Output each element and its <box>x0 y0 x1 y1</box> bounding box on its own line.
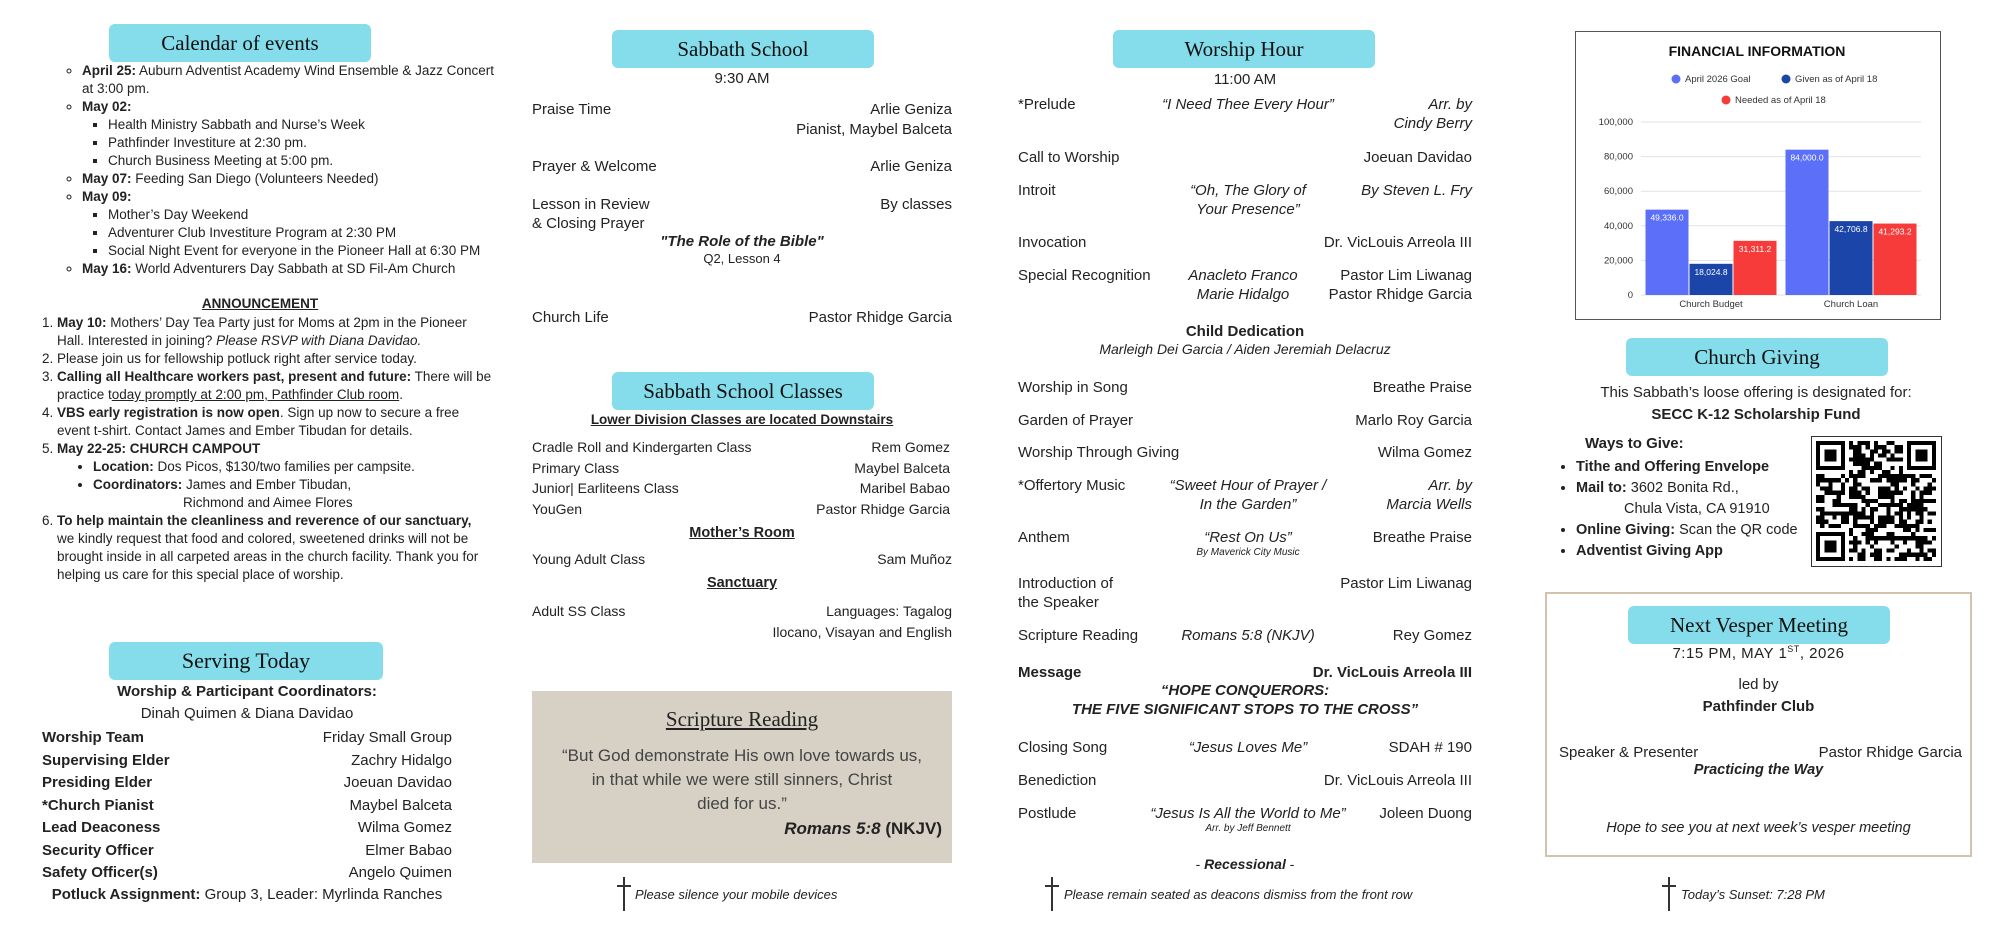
announcement-list <box>42 314 492 584</box>
way-to-give: • Tithe and Offering Envelope <box>1576 457 1850 478</box>
column-finance <box>1540 0 1980 944</box>
bar-data-label: 18,024.8 <box>1694 266 1728 277</box>
y-tick-label: 60,000 <box>1603 186 1633 198</box>
announcement-item: 3. Calling all Healthcare workers past, present and future: There will be practice today promptly at 2:00 pm, Pathfinder Club room. <box>57 368 492 404</box>
vesper-speaker-label: Speaker & Presenter <box>1559 744 1699 761</box>
calendar-title: Calendar of events <box>109 24 371 62</box>
chart-title: FINANCIAL INFORMATION <box>1668 43 1846 59</box>
announcement-item: 4. VBS early registration is now open. Sign up now to secure a free event t-shirt. Contact James and Ember Tibudan for details. <box>57 404 492 440</box>
chart-legend <box>1672 74 1878 106</box>
vesper-club: Pathfinder Club <box>1702 698 1815 715</box>
calendar-subitem: ▪ Church Business Meeting at 5:00 pm. <box>108 152 500 170</box>
y-tick-label: 20,000 <box>1603 255 1633 267</box>
y-tick-label: 80,000 <box>1603 151 1633 163</box>
way-to-give: • Mail to: 3602 Bonita Rd., Chula Vista, CA 91910 <box>1576 478 1850 520</box>
announcement-item: 5. May 22-25: CHURCH CAMPOUT • Location: Dos Picos, $130/two families per campsite. • Coordinators: James and Ember Tibudan, Richmond and Aimee Flores <box>57 440 492 512</box>
legend-label: April 2026 Goal <box>1685 74 1751 85</box>
potluck-assignment: Potluck Assignment: Group 3, Leader: Myrlinda Ranches <box>51 886 443 903</box>
lesson-title: "The Role of the Bible" <box>660 233 824 250</box>
scripture-line: “But God demonstrate His own love towards us, <box>562 746 922 765</box>
y-tick-label: 40,000 <box>1603 220 1633 232</box>
calendar-items <box>40 62 500 278</box>
worship-title: Worship Hour <box>1113 30 1375 68</box>
footer-silence-devices: Please silence your mobile devices <box>635 887 838 902</box>
y-tick-label: 100,000 <box>1598 117 1633 128</box>
vesper-speaker-name: Pastor Rhidge Garcia <box>1818 744 1962 761</box>
calendar-item: ◦ May 16: World Adventurers Day Sabbath at SD Fil-Am Church <box>82 260 500 278</box>
financial-chart-box <box>1575 31 1941 320</box>
calendar-item: ◦ April 25: Auburn Adventist Academy Wind Ensemble & Jazz Concert at 3:00 pm. <box>82 62 500 98</box>
scripture-line: in that while we were still sinners, Christ <box>591 770 893 789</box>
legend-marker <box>1672 75 1681 84</box>
calendar-subitem: ▪ Social Night Event for everyone in the Pioneer Hall at 6:30 PM <box>108 242 500 260</box>
lower-division-heading: Lower Division Classes are located Downstairs <box>590 412 894 427</box>
sabbath-school-time: 9:30 AM <box>714 70 770 87</box>
category-label: Church Loan <box>1823 299 1879 310</box>
column-worship-hour: Worship Hour 11:00 AM *Prelude “I Need Thee Every Hour” Arr. by Cindy Berry Call to Worship Joeuan Davidao Introit “Oh, The Glory of By Steven L. Fry Your Presence” Invocation Dr. VicLouis Arreola III Special Recognition Anacleto Franco Pastor Lim Liwanag Marie Hidalgo Pastor Rhidge Garcia Child Dedication Marleigh Dei Garcia / Aiden Jeremiah Delacruz Worship in Song Breathe Praise Garden of Prayer Marlo Roy Garcia Worship Through Giving Wilma Gomez *Offertory Music “Sweet Hour of Prayer / Arr. by In the Garden” Marcia Wells Anthem “Rest On Us” Breathe Praise By Maverick City Music Introduction of Pastor Lim Liwanag the Speaker Scripture Reading Romans 5:8 (NKJV) Rey Gomez Message Dr. VicLouis Arreola III “HOPE CONQUERORS: THE FIVE SIGNIFICANT STOPS TO THE CROSS” Closing Song “Jesus Loves Me” SDAH # 190 Benediction Dr. VicLouis Arreola III Postlude “Jesus Is All the World to Me” Joleen Duong Arr. by Jeff Bennett - Recessional - Please remain seated as deacons dismiss from the front row <box>1018 0 1472 944</box>
scripture-box <box>532 691 952 863</box>
announcement-item: 6. To help maintain the cleanliness and reverence of our sanctuary, we kindly request that food and colored, sweetened drinks will not be brought inside in all carpeted areas in the church facility. Thank you for helping us care for this special place of worship. <box>57 512 492 584</box>
legend-marker <box>1722 96 1731 105</box>
way-to-give: • Online Giving: Scan the QR code <box>1576 520 1850 541</box>
giving-designation: This Sabbath’s loose offering is designated for: <box>1600 384 1912 401</box>
sabbath-school-title: Sabbath School <box>612 30 874 68</box>
column-sabbath-school: Sabbath School 9:30 AM Praise Time Arlie Geniza Pianist, Maybel Balceta Prayer & Welcome Arlie Geniza Lesson in Review By classes & Closing Prayer "The Role of the Bible" Q2, Lesson 4 Church Life Pastor Rhidge Garcia Sabbath School Classes Lower Division Classes are located Downstairs Cradle Roll and Kindergarten Class Rem Gomez Primary Class Maybel Balceta Junior| Earliteens Class Maribel Babao YouGen Pastor Rhidge Garcia Mother’s Room Young Adult Class Sam Muñoz Sanctuary Adult SS Class Languages: Tagalog Ilocano, Visayan and English Scripture Reading “But God demonstrate His own love towards us, in that while we were still sinners, Christ died for us.” Romans 5:8 (NKJV) Please silence your mobile devices <box>532 0 952 944</box>
chart-categories <box>1679 299 1878 310</box>
serving-coordinators: Dinah Quimen & Diana Davidao <box>140 705 354 722</box>
vesper-title: Next Vesper Meeting <box>1628 606 1890 644</box>
footer-sunset: Today’s Sunset: 7:28 PM <box>1681 887 1825 902</box>
bar-data-label: 42,706.8 <box>1834 224 1868 235</box>
chart-bar <box>1786 150 1829 295</box>
way-to-give: • Adventist Giving App <box>1576 541 1850 562</box>
footer-remain-seated: Please remain seated as deacons dismiss from the front row <box>1064 887 1413 902</box>
qr-code-icon[interactable] <box>1811 436 1942 567</box>
financial-chart <box>1576 32 1939 318</box>
announcement-title: ANNOUNCEMENT <box>201 296 319 311</box>
serving-coordinators-label: Worship & Participant Coordinators: <box>117 683 377 700</box>
scripture-line: died for us.” <box>697 794 787 813</box>
bar-data-label: 31,311.2 <box>1738 243 1772 254</box>
legend-label: Needed as of April 18 <box>1735 95 1826 106</box>
y-tick-label: 0 <box>1627 290 1633 301</box>
ways-to-give-list <box>1550 457 1850 562</box>
calendar-subitem: ▪ Health Ministry Sabbath and Nurse’s Week <box>108 116 500 134</box>
calendar-subitem: ▪ Adventurer Club Investiture Program at 2:30 PM <box>108 224 500 242</box>
bar-data-label: 41,293.2 <box>1878 226 1912 237</box>
vesper-led-by: led by <box>1738 676 1779 693</box>
giving-title: Church Giving <box>1626 338 1888 376</box>
bar-data-label: 49,336.0 <box>1650 212 1684 223</box>
vesper-topic: Practicing the Way <box>1693 762 1824 778</box>
calendar-item: ◦ May 07: Feeding San Diego (Volunteers Needed) <box>82 170 500 188</box>
child-dedication-names: Marleigh Dei Garcia / Aiden Jeremiah Delacruz <box>1099 341 1391 357</box>
category-label: Church Budget <box>1679 299 1743 310</box>
calendar-list <box>40 62 500 278</box>
recessional: - Recessional - <box>1195 856 1295 872</box>
announcement-item: 2. Please join us for fellowship potluck right after service today. <box>57 350 492 368</box>
column-calendar: Calendar of events ◦ April 25: Auburn Adventist Academy Wind Ensemble & Jazz Concert at 3:00 pm. ◦ May 02: ▪ Health Ministry Sabbath and Nurse’s Week ▪ Pathfinder Investiture at 2:30 pm. ▪ Church Business Meeting at 5:00 pm. ◦ May 07: Feeding San Diego (Volunteers Needed) ◦ May 09: ▪ Mother’s Day Weekend ▪ Adventurer Club Investiture Program at 2:30 PM ▪ Social Night Event for everyone in the Pioneer Hall at 6:30 PM ◦ May 16: World Adventurers Day Sabbath at SD Fil-Am Church ANNOUNCEMENT 1. May 10: Mothers’ Day Tea Party just for Moms at 2pm in the Pioneer Hall. Interested in joining? Please RSVP with Diana Davidao. 2. Please join us for fellowship potluck right after service today. 3. Calling all Healthcare workers past, present and future: There will be practice today promptly at 2:00 pm, Pathfinder Club room. 4. VBS early registration is now open. Sign up now to secure a free event t-shirt. Contact James and Ember Tibudan for details. 5. May 22-25: CHURCH CAMPOUT • Location: Dos Picos, $130/two families per campsite. • Coordinators: James and Ember Tibudan, Richmond and Aimee Flores 6. To help maintain the cleanliness and reverence of our sanctuary, we kindly request that food and colored, sweetened drinks will not be brought inside in all carpeted areas in the church facility. Thank you for helping us care for this special place of worship. Serving Today Worship & Participant Coordinators: Dinah Quimen & Diana Davidao Worship Team Friday Small Group Supervising Elder Zachry Hidalgo Presiding Elder Joeuan Davidao *Church Pianist Maybel Balceta Lead Deaconess Wilma Gomez Security Officer Elmer Babao Safety Officer(s) Angelo Quimen Potluck Assignment: Group 3, Leader: Myrlinda Ranches <box>40 0 500 944</box>
vesper-box <box>1545 592 1972 857</box>
announcement-item: 1. May 10: Mothers’ Day Tea Party just for Moms at 2pm in the Pioneer Hall. Interested in joining? Please RSVP with Diana Davidao. <box>57 314 492 350</box>
mothers-room-heading: Mother’s Room <box>689 525 795 541</box>
message-title: “HOPE CONQUERORS: <box>1160 682 1330 699</box>
child-dedication-title: Child Dedication <box>1185 323 1305 340</box>
vesper-datetime: 7:15 PM, MAY 1ST, 2026 <box>1672 644 1845 662</box>
lesson-sub: Q2, Lesson 4 <box>703 251 781 266</box>
worship-time: 11:00 AM <box>1213 71 1277 88</box>
message-title: THE FIVE SIGNIFICANT STOPS TO THE CROSS” <box>1071 701 1419 718</box>
legend-marker <box>1782 75 1791 84</box>
legend-label: Given as of April 18 <box>1795 74 1878 85</box>
serving-title: Serving Today <box>109 642 383 680</box>
scripture-reference: Romans 5:8 (NKJV) <box>784 819 942 838</box>
ways-to-give-title: Ways to Give: <box>1585 435 1684 452</box>
vesper-closing: Hope to see you at next week’s vesper meeting <box>1606 820 1911 836</box>
cross-icon <box>1662 877 1676 911</box>
sanctuary-heading: Sanctuary <box>706 575 778 591</box>
calendar-subitem: ▪ Pathfinder Investiture at 2:30 pm. <box>108 134 500 152</box>
calendar-item: ◦ May 09: ▪ Mother’s Day Weekend ▪ Adventurer Club Investiture Program at 2:30 PM ▪ Social Night Event for everyone in the Pioneer Hall at 6:30 PM <box>82 188 500 260</box>
calendar-item: ◦ May 02: ▪ Health Ministry Sabbath and Nurse’s Week ▪ Pathfinder Investiture at 2:30 pm. ▪ Church Business Meeting at 5:00 pm. <box>82 98 500 170</box>
giving-fund: SECC K-12 Scholarship Fund <box>1651 406 1861 423</box>
classes-title: Sabbath School Classes <box>612 372 874 410</box>
cross-icon <box>617 877 631 911</box>
calendar-subitem: ▪ Mother’s Day Weekend <box>108 206 500 224</box>
bar-data-label: 84,000.0 <box>1790 152 1824 163</box>
cross-icon <box>1045 877 1059 911</box>
chart-bars <box>1646 150 1917 295</box>
scripture-title: Scripture Reading <box>665 707 819 731</box>
